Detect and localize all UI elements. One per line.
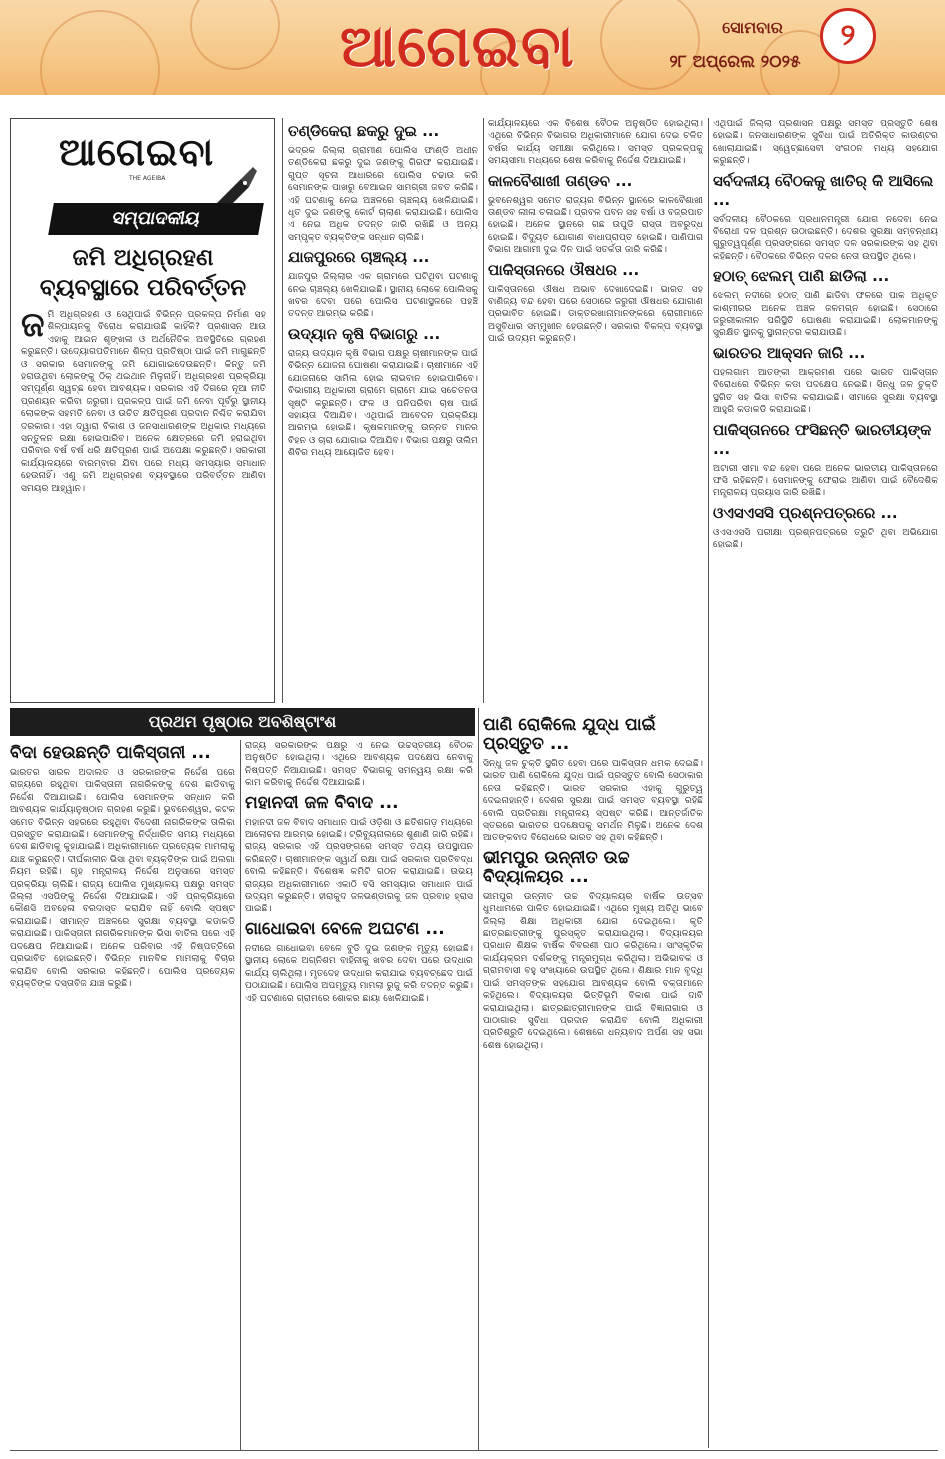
article-text: ରାଜ୍ୟ ସରକାରଙ୍କ ପକ୍ଷରୁ ଏ ନେଇ ଉଚ୍ଚସ୍ତରୀୟ ବୈଠକ ଅନୁଷ୍ଠିତ ହୋଇଥିଲା। ଏଥିରେ ଆବଶ୍ୟକ ପଦକ୍ଷେପ ନେବାକୁ ନିଷ୍ପତ୍ତି ନିଆଯାଇଛି। ସମସ୍ତ ବିଭାଗକୁ ସମନ୍ୱୟ ରକ୍ଷା କରି କାମ କରିବାକୁ ନିର୍ଦ୍ଦେଶ ଦିଆଯାଇଛି। xyxy=(245,740,473,789)
headline: ଉଦ୍ୟାନ କୃଷି ବିଭାଗରୁ ... xyxy=(288,324,441,343)
article-text: ଝେଲମ୍ ନଦୀରେ ହଠାତ୍ ପାଣି ଛାଡିବା ଫଳରେ ପାକ ଅଧିକୃତ କାଶ୍ମୀରର ଅନେକ ଅଞ୍ଚଳ ଜଳମଗ୍ନ ହୋଇଛି। ସେଠାରେ ଜରୁରୀକାଳୀନ ପରିସ୍ଥିତି ଘୋଷଣା କରାଯାଇଛି। ଲୋକମାନଙ୍କୁ ସୁରକ୍ଷିତ ସ୍ଥାନକୁ ସ୍ଥାନାନ୍ତର କରାଯାଉଛି। xyxy=(713,290,938,339)
headline: ଭାରତର ଆକ୍ସନ ଜାରି ... xyxy=(713,343,866,362)
article-text: ଭୁବନେଶ୍ୱର ସମେତ ରାଜ୍ୟର ବିଭିନ୍ନ ସ୍ଥାନରେ କାଳବୈଶାଖୀ ତାଣ୍ଡବ ଲୀଳା ଚଳାଇଛି। ପ୍ରବଳ ପବନ ସହ ବର୍ଷା ଓ ବଜ୍ରପାତ ହୋଇଛି। ଅନେକ ସ୍ଥାନରେ ଗଛ ଉପୁଡି ରାସ୍ତା ଅବରୁଦ୍ଧ ହୋଇଛି। ବିଦ୍ୟୁତ ଯୋଗାଣ ବାଧାପ୍ରାପ୍ତ ହୋଇଛି। ପାଣିପାଗ ବିଭାଗ ଆଗାମୀ ଦୁଇ ଦିନ ପାଇଁ ସତର୍କତା ଜାରି କରିଛି। xyxy=(488,194,703,256)
column-divider xyxy=(240,740,241,1450)
bottom-column-3 xyxy=(483,712,703,1450)
headline: ସର୍ବଦଳୀୟ ବୈଠକକୁ ଖାତିର୍ କି ଆସିଲେ ... xyxy=(713,171,934,209)
article-text: ମହାନଦୀ ଜଳ ବିବାଦ ସମାଧାନ ପାଇଁ ଓଡ଼ିଶା ଓ ଛତିଶଗଡ଼ ମଧ୍ୟରେ ଆଲୋଚନା ଆରମ୍ଭ ହୋଇଛି। ଟ୍ରିବ୍ୟୁନାଲରେ ଶୁଣାଣି ଜାରି ରହିଛି। ରାଜ୍ୟ ସରକାର ଏହି ପ୍ରସଙ୍ଗରେ ସମସ୍ତ ତଥ୍ୟ ଉପସ୍ଥାପନ କରିଛନ୍ତି। ଚାଷୀମାନଙ୍କ ସ୍ୱାର୍ଥ ରକ୍ଷା ପାଇଁ ସରକାର ପ୍ରତିବଦ୍ଧ ବୋଲି କହିଛନ୍ତି। ବିଶେଷଜ୍ଞ କମିଟି ଗଠନ କରାଯାଇଛି। ଉଭୟ ରାଜ୍ୟର ଅଧିକାରୀମାନେ ଏକାଠି ବସି ସମସ୍ୟାର ସମାଧାନ ପାଇଁ ଉଦ୍ୟମ କରୁଛନ୍ତି। ହୀରାକୁଦ ଜଳଭଣ୍ଡାରକୁ ଜଳ ପ୍ରବାହ ହ୍ରାସ ପାଇଛି। xyxy=(245,816,473,915)
column-2 xyxy=(288,118,478,703)
headline: ତଣ୍ଡିକେରା ଛକରୁ ଦୁଇ ... xyxy=(288,122,440,140)
article-text: ଅଟାରୀ ସୀମା ବନ୍ଦ ହେବା ପରେ ଅନେକ ଭାରତୀୟ ପାକିସ୍ତାନରେ ଫସି ରହିଛନ୍ତି। ସେମାନଙ୍କୁ ଫେରାଇ ଆଣିବା ପାଇଁ ବୈଦେଶିକ ମନ୍ତ୍ରାଳୟ ପ୍ରୟାସ ଜାରି ରଖିଛି। xyxy=(713,462,938,499)
mandala-ornament-icon xyxy=(40,10,160,95)
editorial-dropcap: ଜ xyxy=(21,305,45,345)
newspaper-title: ଆଗେଇବା xyxy=(340,12,575,80)
article-text: ଏଥିପାଇଁ ଜିଲ୍ଲା ପ୍ରଶାସନ ପକ୍ଷରୁ ସମସ୍ତ ପ୍ରସ୍ତୁତି ଶେଷ ହୋଇଛି। ଜନସାଧାରଣଙ୍କ ସୁବିଧା ପାଇଁ ଅତିରିକ୍ତ କାଉଣ୍ଟର ଖୋଲାଯାଇଛି। ସ୍ୱେଚ୍ଛାସେବୀ ସଂଗଠନ ମଧ୍ୟ ସହଯୋଗ କରୁଛନ୍ତି। xyxy=(713,118,938,167)
mandala-ornament-icon xyxy=(600,0,700,90)
editorial-text: ମି ଅଧିଗ୍ରହଣ ଓ ସେଥିପାଇଁ ବିଭିନ୍ନ ପ୍ରକଳ୍ପ ନିର୍ମାଣ ସହ ଶିଳ୍ପାୟନକୁ ବିରୋଧ କରାଯାଉଛି କାହିଁକି? ପ୍ରଶାସନ ଆଉ ଏହାକୁ ଆଇନ ଶୃଙ୍ଖଳା ଓ ଅର୍ଥନୈତିକ ଅବସ୍ଥିତିରେ ଗ୍ରହଣ କରୁଛନ୍ତି। ଉଦ୍ୟୋଗପତିମାନେ ଶିଳ୍ପ ପ୍ରତିଷ୍ଠା ପାଇଁ ଜମି ମାଗୁଛନ୍ତି ଓ ସରକାର ସେମାନଙ୍କୁ ଜମି ଯୋଗାଇଦେଉଛନ୍ତି। କିନ୍ତୁ ଜମି ହରାଉଥିବା ଲୋକଙ୍କୁ ଠିକ୍ ଥଇଥାନ ମିଳୁନାହିଁ। ଅଧିଗ୍ରହଣ ପ୍ରକ୍ରିୟା ସମ୍ପୂର୍ଣ୍ଣ ସ୍ୱଚ୍ଛ ହେବା ଆବଶ୍ୟକ। ସରକାର ଏହି ଦିଗରେ ନୂଆ ନୀତି ପ୍ରଣୟନ କରିବା ଜରୁରୀ। ପ୍ରକଳ୍ପ ପାଇଁ ଜମି ନେବା ପୂର୍ବରୁ ସ୍ଥାନୀୟ ଲୋକଙ୍କ ସହମତି ନେବା ଓ ଉଚିତ କ୍ଷତିପୂରଣ ପ୍ରଦାନ ନିଶ୍ଚିତ କରାଯିବା ଦରକାର। ଏହା ଦ୍ୱାରା ବିକାଶ ଓ ଜନସାଧାରଣଙ୍କ ଅଧିକାର ମଧ୍ୟରେ ସନ୍ତୁଳନ ରକ୍ଷା ହୋଇପାରିବ। ଅନେକ କ୍ଷେତ୍ରରେ ଜମି ହରାଇଥିବା ପରିବାର ବର୍ଷ ବର୍ଷ ଧରି କ୍ଷତିପୂରଣ ପାଇଁ ଅପେକ୍ଷା କରୁଛନ୍ତି। ସରକାରୀ କାର୍ଯ୍ୟାଳୟରେ ବାରମ୍ବାର ଯିବା ପରେ ମଧ୍ୟ ସମସ୍ୟାର ସମାଧାନ ହେଉନାହିଁ। ଏଣୁ ଜମି ଅଧିଗ୍ରହଣ ବ୍ୟବସ୍ଥାରେ ପରିବର୍ତ୍ତନ ଆଣିବା ସମୟର ଆହ୍ୱାନ। xyxy=(21,309,266,494)
headline: ଯାଜପୁରରେ ଚାଞ୍ଚଲ୍ୟ ... xyxy=(288,248,430,267)
article-text: ଓଏସଏସସି ପରୀକ୍ଷା ପ୍ରଶ୍ନପତ୍ରରେ ତ୍ରୁଟି ଥିବା ଅଭିଯୋଗ ହୋଇଛି। xyxy=(713,526,938,551)
headline: ପାଣି ରୋକିଲେ ଯୁଦ୍ଧ ପାଇଁ ପ୍ରସ୍ତୁତ ... xyxy=(483,715,656,754)
column-divider xyxy=(478,708,479,1450)
headline: ପାକିସ୍ତାନରେ ଫସିଛନ୍ତି ଭାରତୀୟଙ୍କ ... xyxy=(713,420,932,458)
editorial-logo-sub: THE AGEIBA xyxy=(129,175,166,182)
editorial-body xyxy=(21,305,266,699)
headline: ଓଏସଏସସି ପ୍ରଶ୍ନପତ୍ରରେ ... xyxy=(713,503,898,522)
headline: ମହାନଦୀ ଜଳ ବିବାଦ ... xyxy=(245,792,399,813)
article-text: ଭାରତର ସାରଳ ଅଦାଲତ ଓ ସରକାରଙ୍କ ନିର୍ଦ୍ଦେଶ ପରେ ରାଜ୍ୟରେ ରହୁଥିବା ପାକିସ୍ତାନୀ ନାଗରିକଙ୍କୁ ଦେଶ ଛାଡିବାକୁ ନିର୍ଦ୍ଦେଶ ଦିଆଯାଇଛି। ପୋଲିସ ସେମାନଙ୍କ ସନ୍ଧାନ କରି ଆବଶ୍ୟକ କାର୍ଯ୍ୟାନୁଷ୍ଠାନ ଗ୍ରହଣ କରୁଛି। ଭୁବନେଶ୍ୱର, କଟକ ସମେତ ବିଭିନ୍ନ ସହରରେ ରହୁଥିବା ବିଦେଶୀ ନାଗରିକଙ୍କ ତାଲିକା ପ୍ରସ୍ତୁତ କରାଯାଇଛି। ସେମାନଙ୍କୁ ନିର୍ଦ୍ଧାରିତ ସମୟ ମଧ୍ୟରେ ଦେଶ ଛାଡିବାକୁ କୁହାଯାଇଛି। ଅଧିକାରୀମାନେ ପ୍ରତ୍ୟେକ ମାମଲାକୁ ଯାଞ୍ଚ କରୁଛନ୍ତି। ଦୀର୍ଘକାଳୀନ ଭିସା ଥିବା ବ୍ୟକ୍ତିଙ୍କ ପାଇଁ ଅଲଗା ନିୟମ ରହିଛି। ଗୃହ ମନ୍ତ୍ରାଳୟ ନିର୍ଦ୍ଦେଶ ଅନୁସାରେ ସମସ୍ତ ପ୍ରକ୍ରିୟା ଚାଲିଛି। ରାଜ୍ୟ ପୋଲିସ ମୁଖ୍ୟାଳୟ ପକ୍ଷରୁ ସମସ୍ତ ଜିଲ୍ଲା ଏସପିଙ୍କୁ ନିର୍ଦ୍ଦେଶ ଦିଆଯାଇଛି। ଏହି ପ୍ରକ୍ରିୟାରେ କୌଣସି ଅବହେଳା ବରଦାସ୍ତ କରାଯିବ ନାହିଁ ବୋଲି ସ୍ପଷ୍ଟ କରାଯାଇଛି। ସୀମାନ୍ତ ଅଞ୍ଚଳରେ ସୁରକ୍ଷା ବ୍ୟବସ୍ଥା କଡାକଡି କରାଯାଇଛି। ପାକିସ୍ତାନୀ ନାଗରିକମାନଙ୍କ ଭିସା ବାତିଲ ପରେ ଏହି ପଦକ୍ଷେପ ନିଆଯାଇଛି। ଅନେକ ପରିବାର ଏହି ନିଷ୍ପତ୍ତିରେ ପ୍ରଭାବିତ ହୋଇଛନ୍ତି। ବିଭିନ୍ନ ମାନବିକ ମାମଲାକୁ ବିଚାର କରାଯିବ ବୋଲି ସରକାର କହିଛନ୍ତି। ପୋଲିସ ପ୍ରତ୍ୟେକ ବ୍ୟକ୍ତିଙ୍କ ଦସ୍ତାବିଜ ଯାଞ୍ଚ କରୁଛି। xyxy=(10,767,235,989)
column-divider xyxy=(282,118,283,703)
issue-date: ୨୮ ଅପ୍ରେଲ ୨୦୨୫ xyxy=(669,52,801,72)
article-text: ଭୀମପୁର ଉନ୍ନୀତ ଉଚ୍ଚ ବିଦ୍ୟାଳୟର ବାର୍ଷିକ ଉତ୍ସବ ଧୁମଧାମରେ ପାଳିତ ହୋଇଯାଇଛି। ଏଥିରେ ମୁଖ୍ୟ ଅତିଥି ଭାବେ ଜିଲ୍ଲା ଶିକ୍ଷା ଅଧିକାରୀ ଯୋଗ ଦେଇଥିଲେ। କୃତି ଛାତ୍ରଛାତ୍ରୀଙ୍କୁ ପୁରସ୍କୃତ କରାଯାଇଥିଲା। ବିଦ୍ୟାଳୟର ପ୍ରଧାନ ଶିକ୍ଷକ ବାର୍ଷିକ ବିବରଣୀ ପାଠ କରିଥିଲେ। ସାଂସ୍କୃତିକ କାର୍ଯ୍ୟକ୍ରମ ଦର୍ଶକଙ୍କୁ ମନ୍ତ୍ରମୁଗ୍ଧ କରିଥିଲା। ଅଭିଭାବକ ଓ ଗ୍ରାମବାସୀ ବହୁ ସଂଖ୍ୟାରେ ଉପସ୍ଥିତ ଥିଲେ। ଶିକ୍ଷାର ମାନ ବୃଦ୍ଧି ପାଇଁ ସମସ୍ତଙ୍କ ସହଯୋଗ ଆବଶ୍ୟକ ବୋଲି ବକ୍ତାମାନେ କହିଥିଲେ। ବିଦ୍ୟାଳୟର ଭିତ୍ତିଭୂମି ବିକାଶ ପାଇଁ ଦାବି କରାଯାଇଥିଲା। ଛାତ୍ରଛାତ୍ରୀମାନଙ୍କ ପାଇଁ ବିଜ୍ଞାନାଗାର ଓ ପାଠାଗାର ସୁବିଧା ପ୍ରଦାନ କରାଯିବ ବୋଲି ଅଧିକାରୀ ପ୍ରତିଶ୍ରୁତି ଦେଇଥିଲେ। ଶେଷରେ ଧନ୍ୟବାଦ ଅର୍ପଣ ସହ ସଭା ଶେଷ ହୋଇଥିଲା। xyxy=(483,890,703,1051)
bottom-column-2 xyxy=(245,740,473,1450)
page-number: ୨ xyxy=(820,8,876,64)
article-text: ସର୍ବଦଳୀୟ ବୈଠକରେ ପ୍ରଧାନମନ୍ତ୍ରୀ ଯୋଗ ନଦେବା ନେଇ ବିରୋଧୀ ଦଳ ପ୍ରଶ୍ନ ଉଠାଇଛନ୍ତି। ଦେଶର ସୁରକ୍ଷା ସମ୍ବନ୍ଧୀୟ ଗୁରୁତ୍ୱପୂର୍ଣ୍ଣ ପ୍ରସଙ୍ଗରେ ସମସ୍ତ ଦଳ ସରକାରଙ୍କ ସହ ଥିବା କହିଛନ୍ତି। ବୈଠକରେ ବିଭିନ୍ନ ଦଳର ନେତା ଉପସ୍ଥିତ ଥିଲେ। xyxy=(713,213,938,262)
column-divider xyxy=(483,118,484,703)
headline: ପାକିସ୍ତାନରେ ଔଷଧର ... xyxy=(488,260,640,279)
page-bottom-rule xyxy=(10,1450,938,1451)
article-text: ରାଜ୍ୟ ଉଦ୍ୟାନ କୃଷି ବିଭାଗ ପକ୍ଷରୁ ଚାଷୀମାନଙ୍କ ପାଇଁ ବିଭିନ୍ନ ଯୋଜନା ଘୋଷଣା କରାଯାଇଛି। ଚାଷୀମାନେ ଏହି ଯୋଜନାରେ ସାମିଲ ହୋଇ ଲାଭବାନ ହୋଇପାରିବେ। ବିଭାଗୀୟ ଅଧିକାରୀ ଗ୍ରାମେ ଗ୍ରାମେ ଯାଇ ସଚେତନତା ସୃଷ୍ଟି କରୁଛନ୍ତି। ଫଳ ଓ ପନିପରିବା ଚାଷ ପାଇଁ ସହାୟତା ଦିଆଯିବ। ଏଥିପାଇଁ ଆବେଦନ ପ୍ରକ୍ରିୟା ଆରମ୍ଭ ହୋଇଛି। କୃଷକମାନଙ୍କୁ ଉନ୍ନତ ମାନର ବିହନ ଓ ଚାରା ଯୋଗାଇ ଦିଆଯିବ। ବିଭାଗ ପକ୍ଷରୁ ତାଲିମ ଶିବିର ମଧ୍ୟ ଆୟୋଜିତ ହେବ। xyxy=(288,347,478,459)
column-divider xyxy=(708,118,709,1448)
headline: ଭୀମପୁର ଉନ୍ନୀତ ଉଚ୍ଚ ବିଦ୍ୟାଳୟର ... xyxy=(483,847,630,887)
editorial-title: ଜମି ଅଧିଗ୍ରହଣ ବ୍ୟବସ୍ଥାରେ ପରିବର୍ତ୍ତନ xyxy=(39,245,247,301)
column-3 xyxy=(488,118,703,703)
article-text: ପହଲଗାମ ଆତଙ୍କୀ ଆକ୍ରମଣ ପରେ ଭାରତ ପାକିସ୍ତାନ ବିରୋଧରେ ବିଭିନ୍ନ କଡା ପଦକ୍ଷେପ ନେଇଛି। ସିନ୍ଧୁ ଜଳ ଚୁକ୍ତି ସ୍ଥଗିତ ସହ ଭିସା ବାତିଲ କରାଯାଇଛି। ସୀମାରେ ସୁରକ୍ଷା ବ୍ୟବସ୍ଥା ଆହୁରି କଡାକଡି କରାଯାଇଛି। xyxy=(713,366,938,416)
column-4 xyxy=(713,118,938,1448)
headline: ହଠାତ୍ ଝେଲମ୍ ପାଣି ଛାଡିଲା ... xyxy=(713,267,890,286)
article-text: କାର୍ଯ୍ୟାଳୟରେ ଏକ ବିଶେଷ ବୈଠକ ଅନୁଷ୍ଠିତ ହୋଇଥିଲା। ଏଥିରେ ବିଭିନ୍ନ ବିଭାଗର ଅଧିକାରୀମାନେ ଯୋଗ ଦେଇ ଚଳିତ ବର୍ଷର କାର୍ଯ୍ୟ ସମୀକ୍ଷା କରିଥିଲେ। ସମସ୍ତ ପ୍ରକଳ୍ପକୁ ସମୟସୀମା ମଧ୍ୟରେ ଶେଷ କରିବାକୁ ନିର୍ଦ୍ଦେଶ ଦିଆଯାଇଛି। xyxy=(488,118,703,167)
editorial-logo: ଆଗେଇବା xyxy=(59,129,215,174)
issue-day: ସୋମବାର xyxy=(722,18,783,37)
editorial-box xyxy=(10,118,275,703)
headline: ବିଦା ହେଉଛନ୍ତି ପାକିସ୍ତାନୀ ... xyxy=(10,743,211,763)
article-text: ଭଦ୍ରକ ଜିଲ୍ଲା ଗ୍ରାମୀଣ ପୋଲିସ ଫାଣ୍ଡି ଅଧୀନ ତଣ୍ଡିକେରା ଛକରୁ ଦୁଇ ଜଣଙ୍କୁ ଗିରଫ କରାଯାଇଛି। ଗୁପ୍ତ ସୂଚନା ଆଧାରରେ ପୋଲିସ ଚଢାଉ କରି ସେମାନଙ୍କ ପାଖରୁ ବେଆଇନ ସାମଗ୍ରୀ ଜବତ କରିଛି। ଏହି ଘଟଣାକୁ ନେଇ ଅଞ୍ଚଳରେ ଚାଞ୍ଚଲ୍ୟ ଖେଳିଯାଇଛି। ଧୃତ ଦୁଇ ଜଣଙ୍କୁ କୋର୍ଟ ଚାଲାଣ କରାଯାଇଛି। ପୋଲିସ ଏ ନେଇ ଅଧିକ ତଦନ୍ତ ଜାରି ରଖିଛି ଓ ଅନ୍ୟ ସମ୍ପୃକ୍ତ ବ୍ୟକ୍ତିଙ୍କ ସନ୍ଧାନ ଚାଲିଛି। xyxy=(288,145,478,243)
article-text: ନଦୀରେ ଗାଧୋଇବା ବେଳେ ବୁଡି ଦୁଇ ଜଣଙ୍କ ମୃତ୍ୟୁ ହୋଇଛି। ସ୍ଥାନୀୟ ଲୋକେ ଅଗ୍ନିଶମ ବାହିନୀକୁ ଖବର ଦେବା ପରେ ଉଦ୍ଧାର କାର୍ଯ୍ୟ ଚାଲିଥିଲା। ମୃତଦେହ ଉଦ୍ଧାର କରାଯାଇ ବ୍ୟବଚ୍ଛେଦ ପାଇଁ ପଠାଯାଇଛି। ପୋଲିସ ଅପମୃତ୍ୟୁ ମାମଲା ରୁଜୁ କରି ତଦନ୍ତ କରୁଛି। ଏହି ଘଟଣାରେ ଗ୍ରାମରେ ଶୋକର ଛାୟା ଖେଳିଯାଇଛି। xyxy=(245,942,473,1004)
article-text: ପାକିସ୍ତାନରେ ଔଷଧ ଅଭାବ ଦେଖାଦେଇଛି। ଭାରତ ସହ ବାଣିଜ୍ୟ ବନ୍ଦ ହେବା ପରେ ସେଠାରେ ଜରୁରୀ ଔଷଧର ଯୋଗାଣ ପ୍ରଭାବିତ ହୋଇଛି। ଡାକ୍ତରଖାନାମାନଙ୍କରେ ରୋଗୀମାନେ ଅସୁବିଧାର ସମ୍ମୁଖୀନ ହେଉଛନ୍ତି। ସରକାର ବିକଳ୍ପ ବ୍ୟବସ୍ଥା ପାଇଁ ଉଦ୍ୟମ କରୁଛନ୍ତି। xyxy=(488,283,703,345)
section-band: ପ୍ରଥମ ପୃଷ୍ଠାର ଅବଶିଷ୍ଟାଂଶ xyxy=(10,708,475,736)
masthead xyxy=(0,0,945,95)
mandala-ornament-icon xyxy=(190,0,280,70)
headline: କାଳବୈଶାଖୀ ତାଣ୍ଡବ ... xyxy=(488,171,633,190)
headline: ଗାଧୋଇବା ବେଳେ ଅଘଟଣ ... xyxy=(245,918,445,939)
editorial-banner: ସମ୍ପାଦକୀୟ xyxy=(48,203,264,235)
article-text: ସିନ୍ଧୁ ଜଳ ଚୁକ୍ତି ସ୍ଥଗିତ ହେବା ପରେ ପାକିସ୍ତାନ ଧମକ ଦେଇଛି। ଭାରତ ପାଣି ରୋକିଲେ ଯୁଦ୍ଧ ପାଇଁ ପ୍ରସ୍ତୁତ ବୋଲି ସେଠାକାର ନେତା କହିଛନ୍ତି। ଭାରତ ସରକାର ଏହାକୁ ଗୁରୁତ୍ୱ ଦେଇନାହାନ୍ତି। ଦେଶର ସୁରକ୍ଷା ପାଇଁ ସମସ୍ତ ବ୍ୟବସ୍ଥା ରହିଛି ବୋଲି ପ୍ରତିରକ୍ଷା ମନ୍ତ୍ରାଳୟ ସ୍ପଷ୍ଟ କରିଛି। ଆନ୍ତର୍ଜାତିକ ସ୍ତରରେ ଭାରତର ପଦକ୍ଷେପକୁ ସମର୍ଥନ ମିଳୁଛି। ଅନେକ ଦେଶ ଆତଙ୍କବାଦ ବିରୋଧରେ ଭାରତ ସହ ଥିବା କହିଛନ୍ତି। xyxy=(483,758,703,844)
article-text: ଯାଜପୁର ଜିଲ୍ଲାର ଏକ ଗ୍ରାମରେ ଘଟିଥିବା ଘଟଣାକୁ ନେଇ ଚାଞ୍ଚଲ୍ୟ ଖେଳିଯାଇଛି। ସ୍ଥାନୀୟ ଲୋକେ ପୋଲିସକୁ ଖବର ଦେବା ପରେ ପୋଲିସ ଘଟଣାସ୍ଥଳରେ ପହଞ୍ଚି ତଦନ୍ତ ଆରମ୍ଭ କରିଛି। xyxy=(288,271,478,320)
bottom-column-1 xyxy=(10,740,235,1450)
